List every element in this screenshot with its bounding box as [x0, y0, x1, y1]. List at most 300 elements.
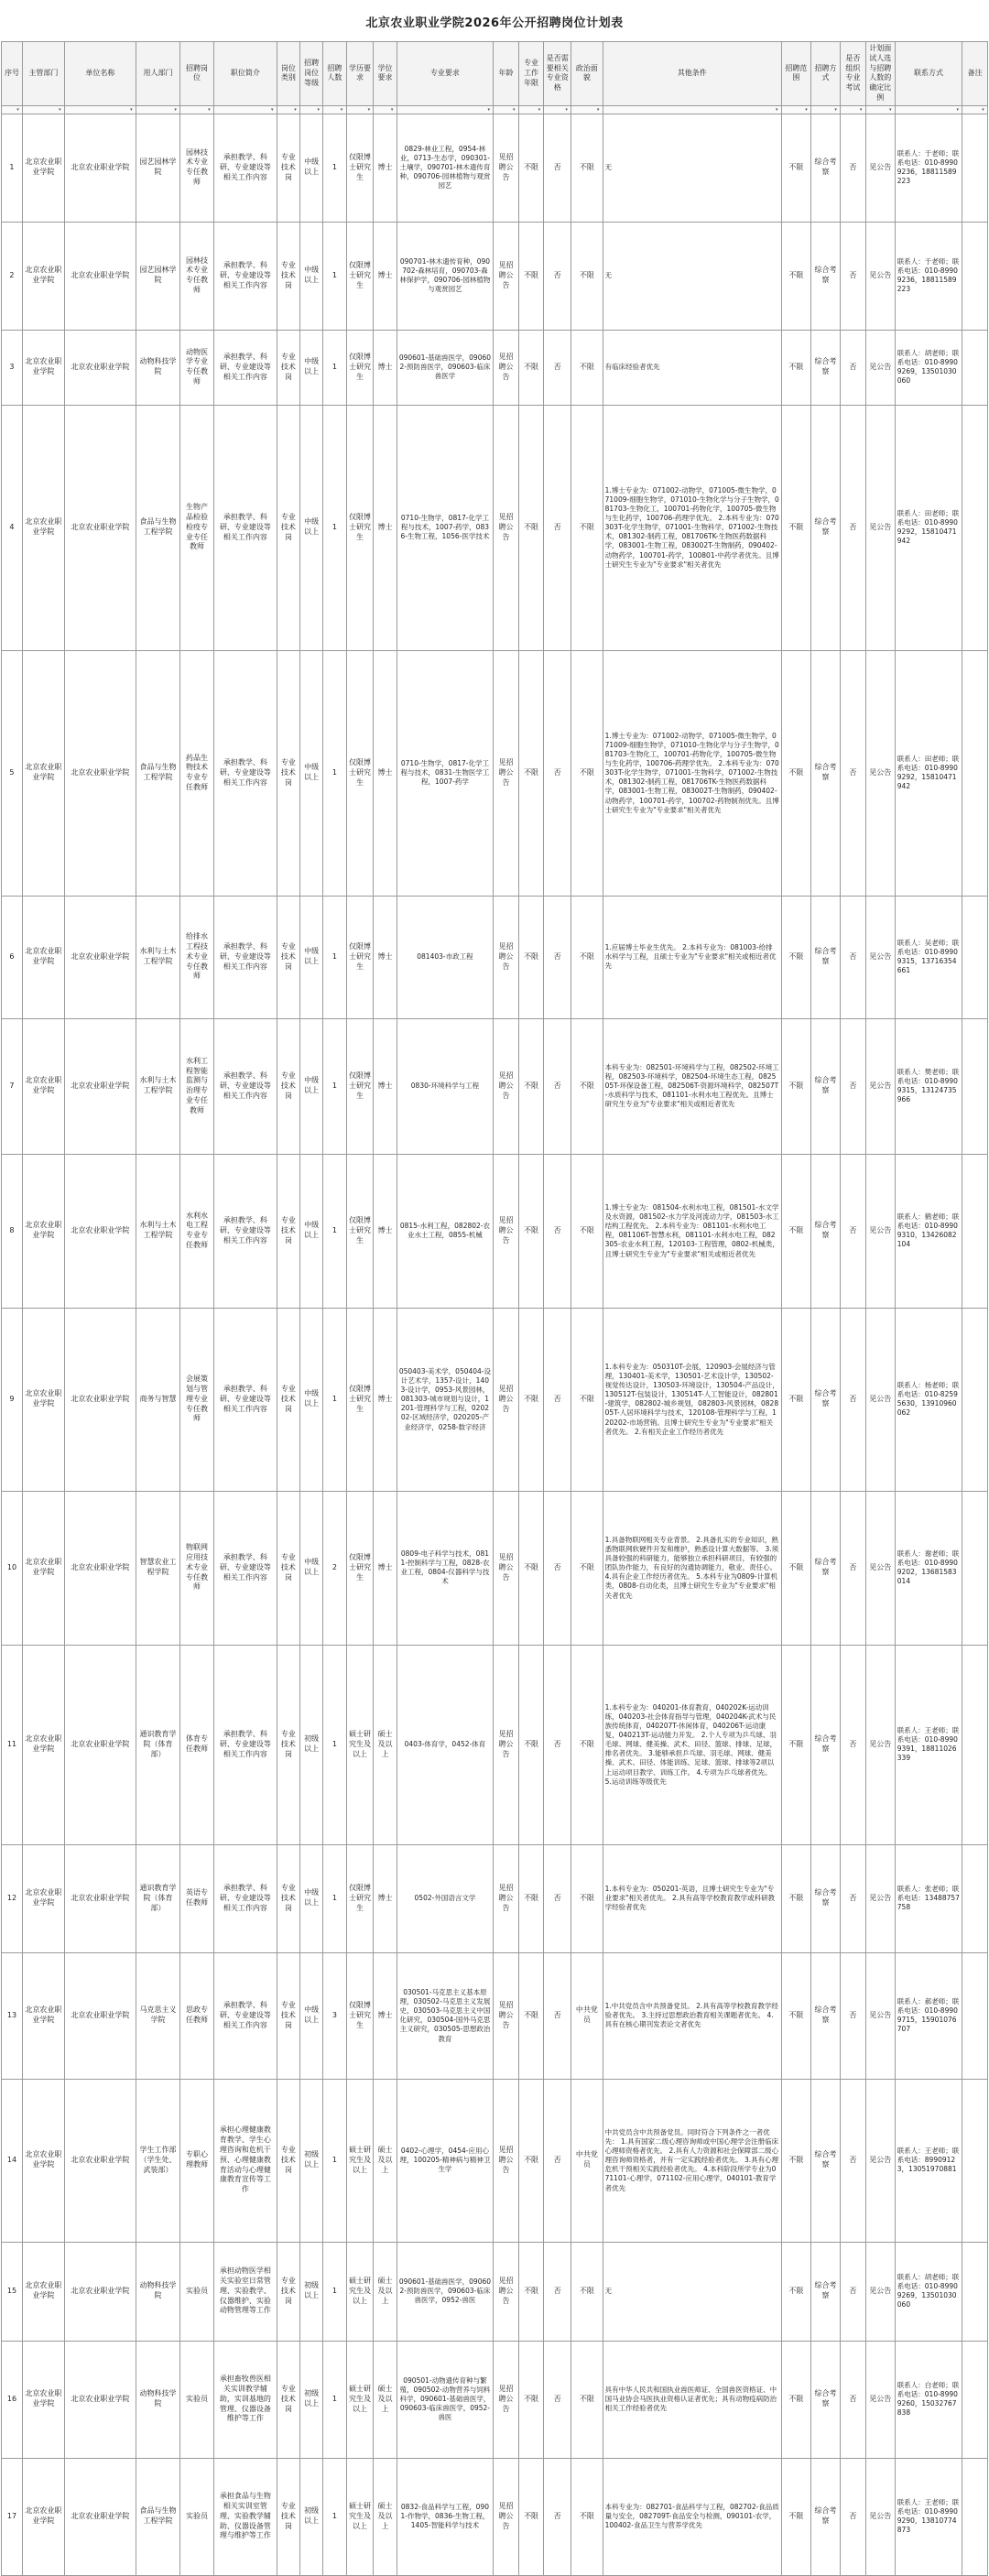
cell-user: 智慧农业工程学院 — [136, 1491, 179, 1645]
cell-note — [962, 1491, 988, 1645]
cell-level: 中级以上 — [300, 222, 323, 330]
cell-level: 中级以上 — [300, 330, 323, 405]
cell-cat: 专业技术岗 — [277, 1844, 299, 1952]
cell-scope: 不限 — [781, 2458, 810, 2575]
cell-intro: 承担教学、科研、专业建设等相关工作内容 — [213, 1491, 277, 1645]
cell-age: 见招聘公告 — [494, 1952, 519, 2079]
column-filter-cell — [136, 105, 179, 114]
cell-cert: 否 — [544, 330, 571, 405]
table-row — [2, 1645, 988, 1844]
cell-cat: 专业技术岗 — [277, 2242, 299, 2341]
cell-major: 090601-基础兽医学，090602-预防兽医学，090603-临床兽医学，0952-兽医 — [397, 2242, 494, 2341]
cell-exam: 否 — [841, 2079, 866, 2242]
cell-unit: 北京农业职业学院 — [64, 1844, 136, 1952]
cell-no: 12 — [2, 1844, 23, 1952]
cell-intro: 承担教学、科研、专业建设等相关工作内容 — [213, 896, 277, 1018]
filter-dropdown-icon[interactable]: ▾ — [340, 106, 343, 113]
cell-years: 不限 — [518, 650, 544, 896]
cell-level: 中级以上 — [300, 1844, 323, 1952]
cell-post: 园林技术专业专任教师 — [180, 222, 214, 330]
column-header: 岗位类别 — [277, 42, 299, 106]
cell-intro: 承担教学、科研、专业建设等相关工作内容 — [213, 1844, 277, 1952]
cell-intro: 承担教学、科研、专业建设等相关工作内容 — [213, 1952, 277, 2079]
cell-exam: 否 — [841, 222, 866, 330]
cell-note — [962, 650, 988, 896]
cell-dept: 北京农业职业学院 — [22, 650, 64, 896]
filter-dropdown-icon[interactable]: ▾ — [174, 106, 177, 113]
cell-degree: 硕士及以上 — [374, 2242, 397, 2341]
cell-contact: 联系人：杨老师；联系电话：010-82595630，13910960062 — [895, 1308, 962, 1491]
cell-method: 综合考察 — [810, 114, 840, 222]
cell-major: 0809-电子科学与技术，0811-控制科学与工程，0828-农业工程，0804-仪器科学与技术 — [397, 1491, 494, 1645]
cell-cat: 专业技术岗 — [277, 405, 299, 650]
cell-cond: 无 — [603, 114, 781, 222]
filter-dropdown-icon[interactable]: ▾ — [538, 106, 541, 113]
cell-cert: 否 — [544, 222, 571, 330]
cell-cat: 专业技术岗 — [277, 1018, 299, 1154]
column-filter-cell — [518, 105, 544, 114]
table-row — [2, 1154, 988, 1308]
cell-age: 见招聘公告 — [494, 222, 519, 330]
cell-method: 综合考察 — [810, 222, 840, 330]
cell-years: 不限 — [518, 1645, 544, 1844]
column-filter-cell — [180, 105, 214, 114]
table-body — [2, 114, 988, 2575]
cell-edu: 仅限博士研究生 — [346, 114, 374, 222]
cell-scope: 不限 — [781, 1491, 810, 1645]
cell-edu: 仅限博士研究生 — [346, 1844, 374, 1952]
cell-cat: 专业技术岗 — [277, 1308, 299, 1491]
cell-num: 1 — [323, 1154, 346, 1308]
cell-cert: 否 — [544, 2079, 571, 2242]
cell-ratio: 见公告 — [865, 1308, 895, 1491]
cell-level: 初级以上 — [300, 1645, 323, 1844]
cell-contact: 联系人：鹤老师；联系电话：010-89909310，13426082104 — [895, 1154, 962, 1308]
cell-no: 4 — [2, 405, 23, 650]
cell-degree: 博士 — [374, 114, 397, 222]
cell-major: 090701-林木遗传育种，090702-森林培育，090703-森林保护学，090706-园林植物与观赏园艺 — [397, 222, 494, 330]
filter-dropdown-icon[interactable]: ▾ — [859, 106, 863, 113]
filter-dropdown-icon[interactable]: ▾ — [16, 106, 19, 113]
cell-contact: 联系人：于老师；联系电话：010-89909236，18811589223 — [895, 222, 962, 330]
cell-exam: 否 — [841, 405, 866, 650]
cell-cert: 否 — [544, 650, 571, 896]
cell-unit: 北京农业职业学院 — [64, 1018, 136, 1154]
cell-ratio: 见公告 — [865, 1952, 895, 2079]
cell-degree: 博士 — [374, 405, 397, 650]
column-header: 招聘岗位 — [180, 42, 214, 106]
cell-dept: 北京农业职业学院 — [22, 1952, 64, 2079]
cell-dept: 北京农业职业学院 — [22, 222, 64, 330]
column-header: 年龄 — [494, 42, 519, 106]
column-filter-cell — [22, 105, 64, 114]
cell-note — [962, 2079, 988, 2242]
cell-note — [962, 1308, 988, 1491]
filter-dropdown-icon[interactable]: ▾ — [596, 106, 600, 113]
cell-age: 见招聘公告 — [494, 1308, 519, 1491]
cell-contact: 联系人：田老师；联系电话：010-89909292，15810471942 — [895, 650, 962, 896]
cell-level: 中级以上 — [300, 1154, 323, 1308]
cell-age: 见招聘公告 — [494, 1154, 519, 1308]
cell-intro: 承担教学、科研、专业建设等相关工作内容 — [213, 114, 277, 222]
cell-intro: 承担教学、科研、专业建设等相关工作内容 — [213, 1308, 277, 1491]
cell-age: 见招聘公告 — [494, 1645, 519, 1844]
cell-cat: 专业技术岗 — [277, 896, 299, 1018]
cell-cat: 专业技术岗 — [277, 1154, 299, 1308]
column-filter-cell — [544, 105, 571, 114]
column-filter-cell — [781, 105, 810, 114]
cell-level: 中级以上 — [300, 650, 323, 896]
cell-scope: 不限 — [781, 1952, 810, 2079]
table-row — [2, 2458, 988, 2575]
cell-note — [962, 1844, 988, 1952]
cell-ratio: 见公告 — [865, 650, 895, 896]
cell-intro: 承担教学、科研、专业建设等相关工作内容 — [213, 330, 277, 405]
column-header: 招聘人数 — [323, 42, 346, 106]
cell-note — [962, 405, 988, 650]
cell-method: 综合考察 — [810, 650, 840, 896]
cell-pol: 不限 — [571, 1154, 603, 1308]
cell-pol: 不限 — [571, 222, 603, 330]
cell-unit: 北京农业职业学院 — [64, 1154, 136, 1308]
cell-cond: 1.本科专业为：050310T-会展，120903-会展经济与管理，130401-美术学，130501-艺术设计学，130502-视觉传达设计，130503-环境设计，130504-产品设计，130512T-包装设计，130514T-人工智能设计，082801-建筑学，082802-城乡规划，082803-风景园林，082805T-人居环境科学与技术，120108-管理科学与工程，120202-市场营销。且博士研究生专业为"专业要求"相关者优先。 2.有相关企业工作经历者优先 — [603, 1308, 781, 1491]
cell-age: 见招聘公告 — [494, 114, 519, 222]
cell-major: 0502-外国语言文学 — [397, 1844, 494, 1952]
column-header: 是否组织专业考试 — [841, 42, 866, 106]
filter-dropdown-icon[interactable]: ▾ — [390, 106, 394, 113]
cell-contact: 联系人：谢老师；联系电话：010-89909202，13681583014 — [895, 1491, 962, 1645]
cell-post: 专职心理教师 — [180, 2079, 214, 2242]
cell-method: 综合考察 — [810, 1491, 840, 1645]
cell-post: 水利水电工程专业专任教师 — [180, 1154, 214, 1308]
cell-dept: 北京农业职业学院 — [22, 114, 64, 222]
cell-num: 1 — [323, 405, 346, 650]
cell-age: 见招聘公告 — [494, 650, 519, 896]
cell-cert: 否 — [544, 114, 571, 222]
cell-contact: 联系人：胡老师；联系电话：010-89909269，13501030060 — [895, 330, 962, 405]
cell-note — [962, 222, 988, 330]
cell-cond: 无 — [603, 222, 781, 330]
cell-method: 综合考察 — [810, 330, 840, 405]
cell-user: 食品与生物工程学院 — [136, 405, 179, 650]
cell-unit: 北京农业职业学院 — [64, 330, 136, 405]
cell-post: 思政专任教师 — [180, 1952, 214, 2079]
cell-no: 15 — [2, 2242, 23, 2341]
cell-cert: 否 — [544, 1491, 571, 1645]
filter-dropdown-icon[interactable]: ▾ — [317, 106, 321, 113]
cell-unit: 北京农业职业学院 — [64, 1308, 136, 1491]
cell-user: 商务与智慧 — [136, 1308, 179, 1491]
cell-unit: 北京农业职业学院 — [64, 2079, 136, 2242]
cell-contact: 联系人：王老师；联系电话：010-89909290，13810774873 — [895, 2458, 962, 2575]
cell-edu: 仅限博士研究生 — [346, 1952, 374, 2079]
cell-edu: 硕士研究生及以上 — [346, 2458, 374, 2575]
cell-exam: 否 — [841, 330, 866, 405]
column-header: 计划面试人选与招聘人数的确定比例 — [865, 42, 895, 106]
cell-intro: 承担教学、科研、专业建设等相关工作内容 — [213, 1154, 277, 1308]
cell-cond: 具有中华人民共和国执业兽医师证、全国兽医资格证、中国马业协会马医执业资格认证者优先；具有动物疫病防治相关工作经验者优先 — [603, 2341, 781, 2458]
cell-years: 不限 — [518, 1491, 544, 1645]
cell-user: 马克思主义学院 — [136, 1952, 179, 2079]
cell-age: 见招聘公告 — [494, 2341, 519, 2458]
cell-method: 综合考察 — [810, 1154, 840, 1308]
cell-degree: 博士 — [374, 650, 397, 896]
cell-ratio: 见公告 — [865, 222, 895, 330]
cell-scope: 不限 — [781, 2079, 810, 2242]
filter-dropdown-icon[interactable]: ▾ — [513, 106, 516, 113]
cell-scope: 不限 — [781, 650, 810, 896]
cell-major: 0710-生物学，0817-化学工程与技术，1007-药学，0836-生物工程，1056-医学技术 — [397, 405, 494, 650]
cell-no: 6 — [2, 896, 23, 1018]
cell-degree: 博士 — [374, 1952, 397, 2079]
column-header: 其他条件 — [603, 42, 781, 106]
cell-unit: 北京农业职业学院 — [64, 222, 136, 330]
cell-cond: 1.本科专业为：040201-体育教育，040202K-运动训练，040203-社会体育指导与管理，040204K-武术与民族传统体育，040207T-休闲体育，040206T-运动康复，040213T-运动能力开发。 2.个人专项为乒乓球、羽毛球、网球、健美操、武术、田径、篮球、排球、足球，排名者优先。 3.能够承担乒乓球、羽毛球、网球、健美操、武术、田径、体能训练、足球、篮球、排球等2项以上运动项目教学、训练工作。 4.专项为乒乓球者优先。 5.运动训练等级优先 — [603, 1645, 781, 1844]
cell-unit: 北京农业职业学院 — [64, 1645, 136, 1844]
cell-major: 0832-食品科学与工程，0901-作物学，0836-生物工程，1405-智能科学与技术 — [397, 2458, 494, 2575]
cell-pol: 不限 — [571, 1844, 603, 1952]
cell-unit: 北京农业职业学院 — [64, 114, 136, 222]
cell-cat: 专业技术岗 — [277, 650, 299, 896]
cell-pol: 不限 — [571, 896, 603, 1018]
column-header: 学历要求 — [346, 42, 374, 106]
cell-user: 园艺园林学院 — [136, 114, 179, 222]
cell-cert: 否 — [544, 1844, 571, 1952]
cell-cat: 专业技术岗 — [277, 1952, 299, 2079]
cell-cat: 专业技术岗 — [277, 1645, 299, 1844]
column-filter-cell — [346, 105, 374, 114]
filter-row — [2, 105, 988, 114]
cell-level: 中级以上 — [300, 1018, 323, 1154]
cell-degree: 博士 — [374, 222, 397, 330]
cell-contact: 联系人：吴老师；联系电话：010-89909315，13716354661 — [895, 896, 962, 1018]
cell-intro: 承担教学、科研、专业建设等相关工作内容 — [213, 1018, 277, 1154]
column-filter-cell — [374, 105, 397, 114]
cell-post: 给排水工程技术专业专任教师 — [180, 896, 214, 1018]
cell-user: 动物科技学院 — [136, 330, 179, 405]
cell-unit: 北京农业职业学院 — [64, 1491, 136, 1645]
cell-post: 实验员 — [180, 2341, 214, 2458]
table-row — [2, 114, 988, 222]
column-header: 招聘范围 — [781, 42, 810, 106]
cell-pol: 不限 — [571, 2341, 603, 2458]
cell-no: 17 — [2, 2458, 23, 2575]
table-row — [2, 330, 988, 405]
cell-age: 见招聘公告 — [494, 405, 519, 650]
column-filter-cell — [277, 105, 299, 114]
cell-years: 不限 — [518, 114, 544, 222]
cell-level: 中级以上 — [300, 405, 323, 650]
cell-level: 中级以上 — [300, 1491, 323, 1645]
cell-intro: 承担教学、科研、专业建设等相关工作内容 — [213, 405, 277, 650]
column-header: 政治面貌 — [571, 42, 603, 106]
cell-age: 见招聘公告 — [494, 2242, 519, 2341]
filter-dropdown-icon[interactable]: ▾ — [130, 106, 133, 113]
cell-age: 见招聘公告 — [494, 1844, 519, 1952]
cell-major: 0830-环境科学与工程 — [397, 1018, 494, 1154]
cell-post: 实验员 — [180, 2242, 214, 2341]
cell-age: 见招聘公告 — [494, 896, 519, 1018]
cell-contact: 联系人：胡老师；联系电话：010-89909269，13501030060 — [895, 2242, 962, 2341]
column-filter-cell — [2, 105, 23, 114]
cell-edu: 硕士研究生及以上 — [346, 2079, 374, 2242]
cell-dept: 北京农业职业学院 — [22, 1308, 64, 1491]
cell-pol: 不限 — [571, 330, 603, 405]
cell-degree: 硕士及以上 — [374, 1645, 397, 1844]
column-header: 单位名称 — [64, 42, 136, 106]
cell-years: 不限 — [518, 2458, 544, 2575]
cell-major: 081403-市政工程 — [397, 896, 494, 1018]
cell-years: 不限 — [518, 2079, 544, 2242]
cell-scope: 不限 — [781, 2341, 810, 2458]
cell-edu: 仅限博士研究生 — [346, 1154, 374, 1308]
cell-method: 综合考察 — [810, 2242, 840, 2341]
table-row — [2, 896, 988, 1018]
cell-dept: 北京农业职业学院 — [22, 1018, 64, 1154]
cell-level: 初级以上 — [300, 2079, 323, 2242]
cell-edu: 硕士研究生及以上 — [346, 2341, 374, 2458]
cell-years: 不限 — [518, 405, 544, 650]
cell-age: 见招聘公告 — [494, 1018, 519, 1154]
cell-cat: 专业技术岗 — [277, 330, 299, 405]
cell-user: 学生工作部（学生处、武装部） — [136, 2079, 179, 2242]
cell-major: 0815-水利工程，082802-农业水土工程，0855-机械 — [397, 1154, 494, 1308]
cell-note — [962, 1645, 988, 1844]
cell-major: 0403-体育学，0452-体育 — [397, 1645, 494, 1844]
cell-level: 中级以上 — [300, 114, 323, 222]
filter-dropdown-icon[interactable]: ▾ — [834, 106, 837, 113]
cell-edu: 仅限博士研究生 — [346, 896, 374, 1018]
cell-num: 1 — [323, 1018, 346, 1154]
filter-dropdown-icon[interactable]: ▾ — [208, 106, 211, 113]
cell-cond: 有临床经验者优先 — [603, 330, 781, 405]
cell-method: 综合考察 — [810, 1645, 840, 1844]
filter-dropdown-icon[interactable]: ▾ — [367, 106, 371, 113]
cell-post: 生物产品检验检疫专业专任教师 — [180, 405, 214, 650]
column-filter-cell — [895, 105, 962, 114]
cell-intro: 承担食品与生物相关实训室管理、实验教学辅助、仪器设备管理与维护等工作 — [213, 2458, 277, 2575]
cell-num: 1 — [323, 1844, 346, 1952]
cell-method: 综合考察 — [810, 2079, 840, 2242]
column-filter-cell — [841, 105, 866, 114]
cell-years: 不限 — [518, 1018, 544, 1154]
filter-dropdown-icon[interactable]: ▾ — [982, 106, 984, 113]
cell-degree: 博士 — [374, 896, 397, 1018]
cell-post: 药品生物技术专业专任教师 — [180, 650, 214, 896]
column-header: 备注 — [962, 42, 988, 106]
cell-edu: 硕士研究生及以上 — [346, 1645, 374, 1844]
cell-dept: 北京农业职业学院 — [22, 1645, 64, 1844]
cell-ratio: 见公告 — [865, 405, 895, 650]
cell-contact: 联系人：张老师；联系电话：13488757758 — [895, 1844, 962, 1952]
cell-num: 1 — [323, 650, 346, 896]
filter-dropdown-icon[interactable]: ▾ — [487, 106, 490, 113]
cell-dept: 北京农业职业学院 — [22, 1491, 64, 1645]
cell-num: 1 — [323, 114, 346, 222]
cell-unit: 北京农业职业学院 — [64, 2341, 136, 2458]
column-header: 职位简介 — [213, 42, 277, 106]
cell-pol: 不限 — [571, 650, 603, 896]
cell-post: 英语专任教师 — [180, 1844, 214, 1952]
cell-years: 不限 — [518, 1844, 544, 1952]
cell-edu: 仅限博士研究生 — [346, 405, 374, 650]
cell-ratio: 见公告 — [865, 1154, 895, 1308]
column-header: 主管部门 — [22, 42, 64, 106]
cell-dept: 北京农业职业学院 — [22, 330, 64, 405]
cell-dept: 北京农业职业学院 — [22, 2079, 64, 2242]
cell-degree: 博士 — [374, 1844, 397, 1952]
cell-num: 1 — [323, 2079, 346, 2242]
cell-intro: 承担教学、科研、专业建设等相关工作内容 — [213, 1645, 277, 1844]
cell-major: 050403-美术学，050404-设计艺术学，1357-设计，1403-设计学，0953-风景园林，081303-城市规划与设计，1201-管理科学与工程，020202-区域经济学，020205-产业经济学，0258-数字经济 — [397, 1308, 494, 1491]
filter-dropdown-icon[interactable]: ▾ — [776, 106, 778, 113]
column-filter-cell — [64, 105, 136, 114]
cell-user: 水利与土木工程学院 — [136, 1154, 179, 1308]
column-filter-cell — [865, 105, 895, 114]
cell-post: 园林技术专业专任教师 — [180, 114, 214, 222]
column-header: 招聘岗位等级 — [300, 42, 323, 106]
cell-major: 0402-心理学，0454-应用心理，100205-精神病与精神卫生学 — [397, 2079, 494, 2242]
cell-exam: 否 — [841, 650, 866, 896]
cell-cert: 否 — [544, 1308, 571, 1491]
cell-ratio: 见公告 — [865, 2079, 895, 2242]
cell-ratio: 见公告 — [865, 896, 895, 1018]
cell-dept: 北京农业职业学院 — [22, 2458, 64, 2575]
cell-edu: 仅限博士研究生 — [346, 330, 374, 405]
filter-dropdown-icon[interactable]: ▾ — [805, 106, 808, 113]
filter-dropdown-icon[interactable]: ▾ — [294, 106, 297, 113]
filter-dropdown-icon[interactable]: ▾ — [59, 106, 61, 113]
cell-no: 14 — [2, 2079, 23, 2242]
cell-method: 综合考察 — [810, 1308, 840, 1491]
column-header: 序号 — [2, 42, 23, 106]
cell-cert: 否 — [544, 896, 571, 1018]
cell-edu: 仅限博士研究生 — [346, 1491, 374, 1645]
cell-cat: 专业技术岗 — [277, 114, 299, 222]
cell-num: 1 — [323, 1308, 346, 1491]
page-title: 北京农业职业学院2026年公开招聘岗位计划表 — [365, 16, 624, 30]
cell-pol: 不限 — [571, 405, 603, 650]
cell-exam: 否 — [841, 2341, 866, 2458]
filter-dropdown-icon[interactable]: ▾ — [271, 106, 274, 113]
cell-cert: 否 — [544, 1645, 571, 1844]
cell-degree: 博士 — [374, 1308, 397, 1491]
cell-edu: 仅限博士研究生 — [346, 650, 374, 896]
cell-cond: 1.博士专业为：081504-水利水电工程，081501-水文学及水资源，081502-水力学及河流动力学，081503-水工结构工程优先。 2.本科专业为：081101-水利水电工程，081106T-智慧水利，081101-水利水电工程，082305-农业水利工程，120103-工程管理，0802-机械类，且博士研究生专业为"专业要求"相关或相近者优先 — [603, 1154, 781, 1308]
filter-dropdown-icon[interactable]: ▾ — [565, 106, 568, 113]
cell-user: 动物科技学院 — [136, 2341, 179, 2458]
column-filter-cell — [810, 105, 840, 114]
cell-num: 1 — [323, 222, 346, 330]
cell-method: 综合考察 — [810, 405, 840, 650]
cell-post: 物联网应用技术专业专任教师 — [180, 1491, 214, 1645]
header-row — [2, 42, 988, 106]
cell-cond: 本科专业为：082501-环境科学与工程，082502-环境工程，082503-环境科学，082504-环境生态工程，082505T-环保设备工程，082506T-资源环境科学，082507T-水质科学与技术，081101-水利水电工程优先。且博士研究生专业为"专业要求"相关或相近者优先 — [603, 1018, 781, 1154]
cell-cond: 本科专业为：082701-食品科学与工程，082702-食品质量与安全，082709T-食品安全与检测，090101-农学，100402-食品卫生与营养学优先 — [603, 2458, 781, 2575]
filter-dropdown-icon[interactable]: ▾ — [889, 106, 892, 113]
cell-no: 10 — [2, 1491, 23, 1645]
column-header: 招聘方式 — [810, 42, 840, 106]
cell-cond: 中共党员含中共预备党员。同时符合下列条件之一者优先： 1.具有国家二级心理咨询师或中国心理学会注册临床心理师资格者优先。 2.具有人力资源和社会保障部二级心理咨询师资格者，并有一定实践经验者优先。 3.具有心理危机干预相关实践经验者优先。 4.本科阶段所学专业为071101-心理学，071102-应用心理学，040101-教育学者优先 — [603, 2079, 781, 2242]
table-row — [2, 1018, 988, 1154]
cell-scope: 不限 — [781, 1844, 810, 1952]
cell-cond: 1.具备物联网相关专业背景。 2.具备扎实的专业知识，熟悉物联网软硬件开发和维护，熟悉设计算大数据等。 3.须具备较强的科研能力，能够独立承担科研项目，有较强的团队协作能力，有良好的沟通协调能力，敬业、责任心。 4.具有企业工作经历者优先。 5.本科专业为0809-计算机类，0808-自动化类，且博士研究生专业为"专业要求"相关者优先 — [603, 1491, 781, 1645]
cell-num: 1 — [323, 896, 346, 1018]
cell-pol: 不限 — [571, 1308, 603, 1491]
cell-ratio: 见公告 — [865, 2242, 895, 2341]
cell-level: 中级以上 — [300, 896, 323, 1018]
filter-dropdown-icon[interactable]: ▾ — [956, 106, 959, 113]
